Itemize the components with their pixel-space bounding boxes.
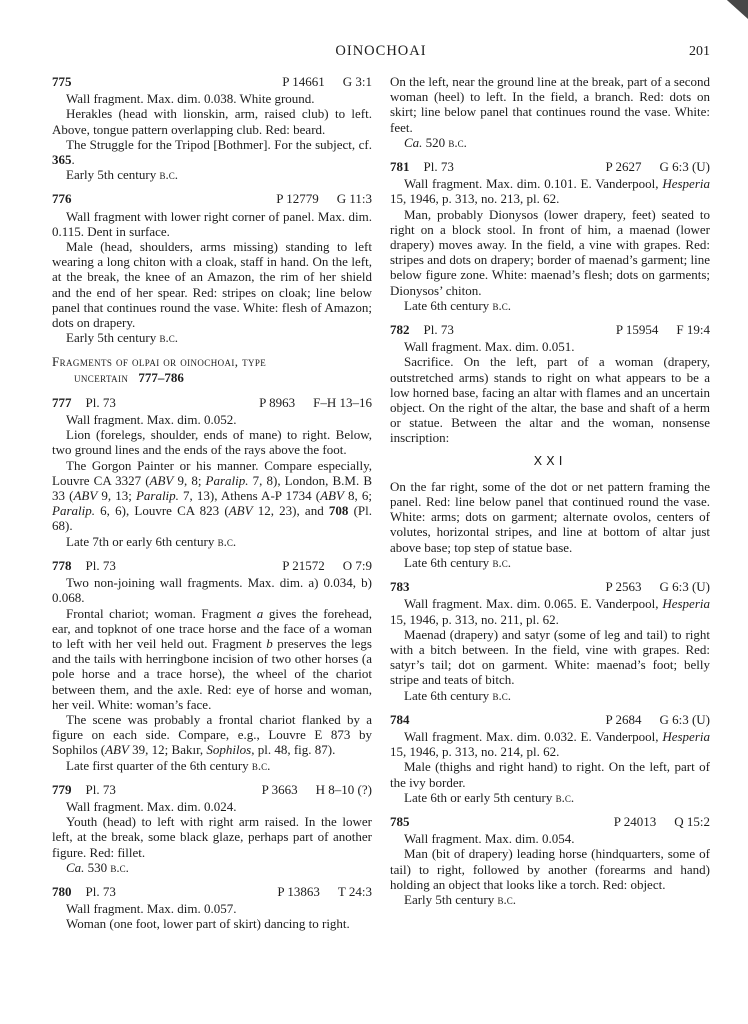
paragraph: The Struggle for the Tripod [Bothmer]. For the subject, cf. 365.	[52, 136, 372, 168]
paragraph: Two non-joining wall fragments. Max. dim. a) 0.034, b) 0.068.	[52, 575, 372, 606]
section-heading-line1: Fragments of olpai or oinochoai, type	[52, 354, 267, 370]
entry-references	[614, 814, 710, 829]
entry-references	[282, 74, 372, 89]
entry-number: 778	[52, 557, 72, 573]
entry-references	[259, 395, 372, 410]
catalog-entry	[390, 579, 710, 703]
italic-text: Ca.	[66, 859, 85, 875]
paragraph: Early 5th century b.c.	[66, 167, 179, 183]
inventory-number: P 3663	[261, 781, 298, 797]
grid-reference: G 6:3 (U)	[659, 579, 710, 595]
paragraph: Late 6th century b.c.	[404, 297, 511, 313]
paragraph: Youth (head) to left with right arm raised. In the lower left, at the break, some black glaze, perhaps part of another figure. Red: fillet.	[52, 814, 372, 860]
small-caps-date: b.c.	[448, 134, 467, 150]
grid-reference: O 7:9	[342, 557, 372, 573]
entry-references	[605, 579, 710, 594]
italic-text: a	[256, 605, 264, 621]
left-column	[52, 74, 372, 1024]
italic-text: Hesperia	[662, 728, 710, 744]
paragraph: Male (thighs and right hand) to right. On the left, part of the ivy border.	[390, 759, 710, 790]
small-caps-date: b.c.	[159, 167, 179, 183]
small-caps-date: b.c.	[492, 297, 511, 313]
paragraph: Wall fragment. Max. dim. 0.038. White ground.	[66, 91, 315, 107]
grid-reference: G 3:1	[342, 74, 372, 89]
small-caps-date: b.c.	[159, 330, 179, 346]
paragraph: Late 6th century b.c.	[404, 687, 511, 703]
inventory-number: P 13863	[277, 883, 320, 899]
entry-header	[390, 159, 710, 174]
two-column-text	[52, 74, 710, 1024]
entry-header	[52, 191, 372, 206]
inventory-number: P 2627	[605, 159, 642, 175]
running-title: OINOCHOAI	[335, 43, 427, 59]
plate-reference: Pl. 73	[423, 322, 454, 338]
entry-number: 782	[390, 322, 410, 338]
entry-header	[52, 884, 372, 899]
entry-references	[276, 191, 372, 206]
grid-reference: H 8–10 (?)	[315, 781, 372, 797]
paragraph: Frontal chariot; woman. Fragment a gives the forehead, ear, and topknot of one trace horse and the face of a woman to left with her veil held out. Fragment b preserves the legs and the tails with herringbone incision of two other horses (a pole horse and a trace horse), the wheel of the chariot between them, and the axle. Red: eye of horse and woman, her veil. White: woman’s face.	[52, 605, 372, 712]
paragraph: Man, probably Dionysos (lower drapery, feet) seated to right on a block stool. In front of him, a maenad (lower drapery) moves away. In the field, a vine with grapes. Red: stripes and dots on drapery; border of maenad’s garment; line below figure zone. White: maenad’s flesh; dots on garments; Dionysos’ chiton.	[390, 206, 710, 298]
catalog-entry	[390, 814, 710, 907]
catalog-entry	[52, 395, 372, 549]
paragraph: Wall fragment. Max. dim. 0.032. E. Vanderpool, Hesperia 15, 1946, p. 313, no. 214, pl. 62.	[390, 728, 710, 760]
paragraph: Wall fragment. Max. dim. 0.052.	[66, 412, 237, 428]
paragraph: Late first quarter of the 6th century b.c.	[66, 757, 271, 773]
entry-references	[605, 712, 710, 727]
plate-reference: Pl. 73	[85, 781, 116, 797]
catalog-entry	[52, 558, 372, 773]
italic-text: ABV	[320, 488, 344, 504]
entry-references	[605, 159, 710, 174]
grid-reference: T 24:3	[337, 883, 372, 899]
entry-number: 777	[52, 394, 72, 410]
entry-header	[390, 322, 710, 337]
section-heading-range: 777–786	[138, 369, 184, 385]
entry-references	[262, 782, 372, 797]
paragraph: Woman (one foot, lower part of skirt) dancing to right.	[66, 916, 350, 932]
paragraph: Male (head, shoulders, arms missing) standing to left wearing a long chiton with a cloak, staff in hand. On the left, at the break, the knee of an Amazon, the rim of her shield and the end of her spear. Red: stripes on cloak; line below panel that continues round the vase. White: flesh of Amazon; dots on drapery.	[52, 239, 372, 331]
italic-text: ABV	[73, 488, 98, 504]
bold-ref: 708	[328, 503, 349, 519]
paragraph: Wall fragment. Max. dim. 0.054.	[404, 831, 575, 847]
italic-text: b	[266, 635, 273, 651]
entry-header	[52, 395, 372, 410]
catalog-entry	[52, 191, 372, 345]
inventory-number: P 21572	[282, 557, 325, 573]
paragraph: Ca. 530 b.c.	[66, 859, 129, 875]
small-caps-date: b.c.	[492, 554, 511, 570]
inventory-number: P 14661	[282, 74, 325, 89]
paragraph: Wall fragment with lower right corner of panel. Max. dim. 0.115. Dent in surface.	[52, 208, 372, 239]
small-caps-date: b.c.	[110, 859, 129, 875]
paragraph: Wall fragment. Max. dim. 0.024.	[66, 798, 237, 814]
italic-text: Hesperia	[662, 176, 710, 192]
paragraph: On the left, near the ground line at the break, part of a second woman (heel) to left. In the field, a branch. Red: dots on skirt; line below panel that continues round the vase. White: feet.	[390, 74, 710, 135]
entry-header	[52, 74, 372, 89]
nonsense-inscription: XXI	[533, 452, 567, 468]
paragraph: Late 6th century b.c.	[404, 554, 511, 570]
catalog-entry	[390, 712, 710, 805]
grid-reference: F–H 13–16	[313, 394, 372, 410]
italic-text: ABV	[105, 742, 129, 758]
italic-text: Sophilos	[206, 742, 252, 758]
small-caps-date: b.c.	[497, 891, 517, 907]
entry-references	[616, 322, 710, 337]
entry-number: 779	[52, 781, 72, 797]
entry-number: 781	[390, 159, 410, 175]
small-caps-date: b.c.	[251, 757, 271, 773]
paragraph: Wall fragment. Max. dim. 0.051.	[404, 339, 575, 355]
entry-continuation	[390, 74, 710, 150]
inventory-number: P 2684	[605, 711, 642, 727]
paragraph: Wall fragment. Max. dim. 0.057.	[66, 901, 237, 917]
paragraph: Man (bit of drapery) leading horse (hindquarters, some of tail) to right, followed by another (forearms and hand) holding an object that looks like a torch. Red: object.	[390, 846, 710, 892]
paragraph: Late 6th or early 5th century b.c.	[404, 789, 575, 805]
italic-text: Hesperia	[662, 596, 710, 612]
paragraph: Ca. 520 b.c.	[404, 134, 467, 150]
grid-reference: Q 15:2	[674, 813, 710, 829]
italic-text: Ca.	[404, 134, 423, 150]
plate-reference: Pl. 73	[85, 557, 116, 573]
italic-text: ABV	[228, 503, 253, 519]
entry-number: 776	[52, 191, 72, 207]
plate-reference: Pl. 73	[423, 159, 454, 175]
catalog-entry	[52, 74, 372, 182]
entry-number: 784	[390, 711, 410, 727]
paragraph: Sacrifice. On the left, part of a woman (drapery, outstretched arms) stands to right on what appears to be a low horned base, facing an altar with flames and an uncertain object. On the right of the altar, the base and shaft of a herm or statue. Between the altar and the woman, nonsense inscription:	[390, 354, 710, 446]
grid-reference: G 6:3 (U)	[659, 711, 710, 727]
small-caps-date: b.c.	[555, 789, 575, 805]
small-caps-date: b.c.	[217, 533, 237, 549]
paragraph: Herakles (head with lionskin, arm, raised club) to left. Above, tongue pattern overlapping club. Red: beard.	[52, 106, 372, 137]
paragraph: Early 5th century b.c.	[66, 330, 179, 346]
page-header	[52, 44, 710, 62]
catalog-entry	[390, 159, 710, 313]
italic-text: Paralip.	[205, 472, 249, 488]
grid-reference: G 11:3	[336, 191, 372, 207]
entry-references	[277, 884, 372, 899]
entry-header	[390, 712, 710, 727]
paragraph: On the far right, some of the dot or net pattern framing the panel. Red: line below panel that continued round the vase. White: arms; dots on garment; alternate ovolos, centers of volutes, horizontal stripes, and line at bottom of altar just above base; top step of statue base.	[390, 478, 710, 555]
entry-number: 783	[390, 579, 410, 595]
inventory-number: P 8963	[259, 394, 296, 410]
inventory-number: P 15954	[615, 322, 659, 338]
section-heading-line2: uncertain 777–786	[74, 369, 184, 385]
italic-text: Paralip.	[135, 488, 179, 504]
paragraph: Wall fragment. Max. dim. 0.065. E. Vanderpool, Hesperia 15, 1946, p. 313, no. 211, pl. 62.	[390, 596, 710, 627]
italic-text: ABV	[149, 472, 174, 488]
entry-header	[52, 558, 372, 573]
section-heading	[52, 354, 372, 384]
bold-ref: 365	[52, 152, 72, 168]
plate-reference: Pl. 73	[85, 394, 116, 410]
catalog-entry	[390, 322, 710, 570]
inventory-number: P 2563	[605, 579, 642, 595]
italic-text: Paralip.	[52, 503, 95, 519]
right-column	[390, 74, 710, 1024]
catalog-entry	[52, 782, 372, 875]
paragraph: The scene was probably a frontal chariot flanked by a figure on each side. Compare, e.g., Louvre E 873 by Sophilos (ABV 39, 12; Bakır, Sophilos, pl. 48, fig. 87).	[52, 711, 372, 758]
small-caps-date: b.c.	[492, 687, 511, 703]
paragraph: The Gorgon Painter or his manner. Compare especially, Louvre CA 3327 (ABV 9, 8; Paralip. 7, 8), London, B.M. B 33 (ABV 9, 13; Paralip. 7, 13), Athens A-P 1734 (ABV 8, 6; Paralip. 6, 6), Louvre CA 823 (ABV 12, 23), and 708 (Pl. 68).	[52, 457, 373, 534]
paragraph: Early 5th century b.c.	[404, 891, 517, 907]
grid-reference: G 6:3 (U)	[659, 159, 710, 175]
entry-number: 775	[52, 74, 72, 89]
entry-references	[282, 558, 372, 573]
catalog-entry	[52, 884, 372, 932]
scan-artifact-corner	[724, 0, 748, 19]
entry-number: 780	[52, 883, 72, 899]
paragraph: Late 7th or early 6th century b.c.	[66, 533, 237, 549]
grid-reference: F 19:4	[676, 322, 710, 338]
paragraph: Wall fragment. Max. dim. 0.101. E. Vanderpool, Hesperia 15, 1946, p. 313, no. 213, pl. 62.	[390, 176, 710, 207]
inventory-number: P 12779	[276, 191, 319, 207]
entry-number: 785	[390, 813, 410, 829]
entry-header	[390, 579, 710, 594]
inventory-number: P 24013	[613, 813, 657, 829]
page-number: 201	[689, 44, 710, 59]
entry-header	[390, 814, 710, 829]
plate-reference: Pl. 73	[85, 883, 116, 899]
paragraph: Lion (forelegs, shoulder, ends of mane) to right. Below, two ground lines and the ends of the rays above the foot.	[52, 427, 372, 458]
entry-header	[52, 782, 372, 797]
paragraph: Maenad (drapery) and satyr (some of leg and tail) to right with a bitch between. In the field, vine with grapes. Red: satyr’s tail; dot on garment. White: maenad’s foot; belly stripe and teats of bitch.	[390, 626, 710, 688]
